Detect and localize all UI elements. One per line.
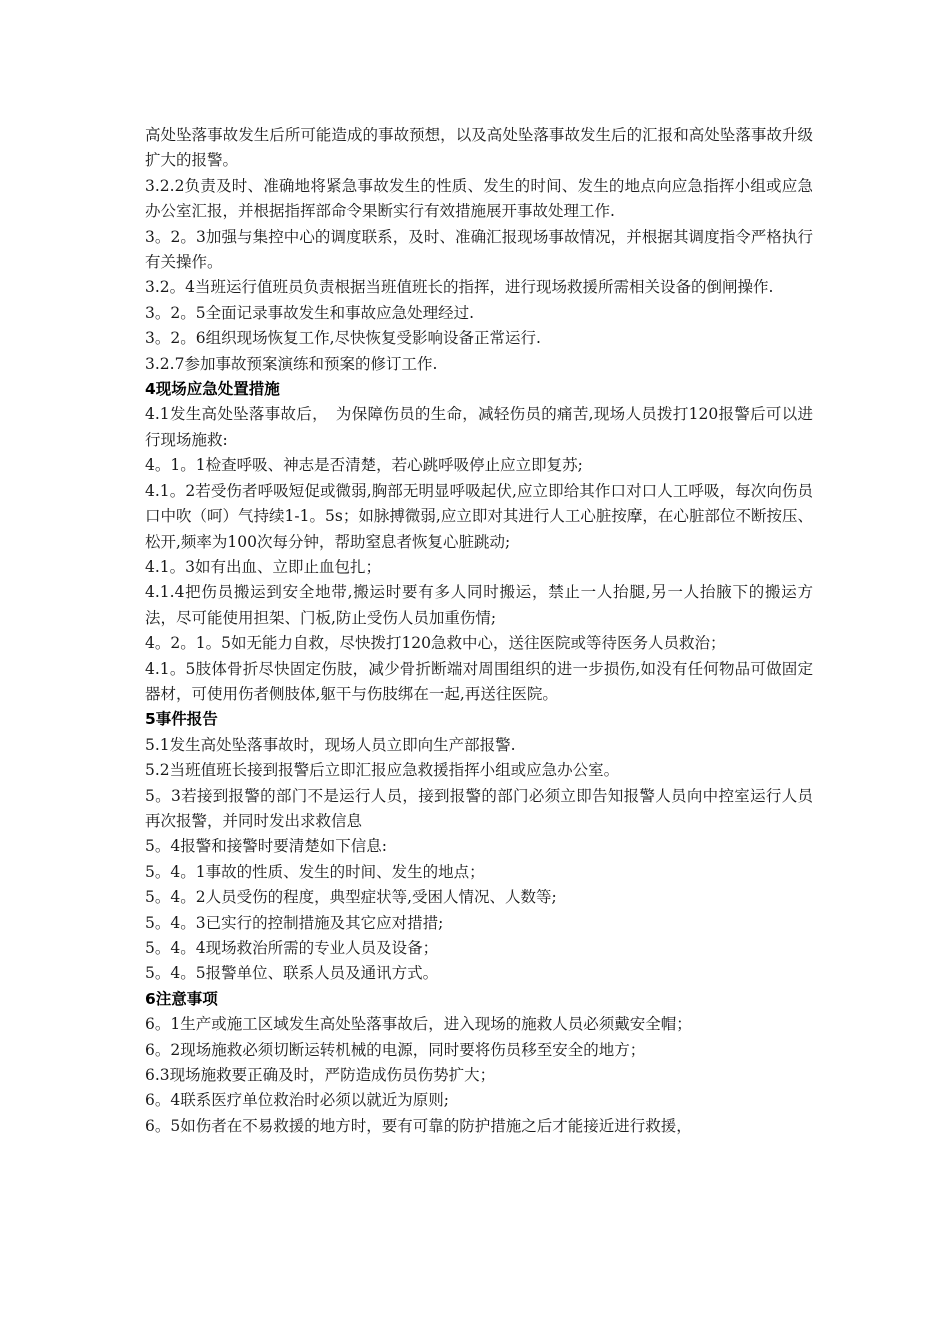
paragraph-3-2-7: 3.2.7参加事故预案演练和预案的修订工作. xyxy=(145,354,438,373)
paragraph-5-4-1: 5。4。1事故的性质、发生的时间、发生的地点； xyxy=(145,862,485,881)
paragraph-6-2: 6。2现场施救必须切断运转机械的电源，同时要将伤员移至安全的地方； xyxy=(145,1040,646,1059)
paragraph-5-3: 5。3若接到报警的部门不是运行人员，接到报警的部门必须立即告知报警人员向中控室运行人员再次报警，并同时发出求救信息 xyxy=(145,786,813,830)
paragraph-4-2-1-5: 4。2。1。5如无能力自救，尽快拨打120急救中心，送往医院或等待医务人员救治； xyxy=(145,634,726,653)
paragraph-3-2-5: 3。2。5全面记录事故发生和事故应急处理经过. xyxy=(145,303,475,322)
paragraph-5-4-2: 5。4。2人员受伤的程度，典型症状等,受困人情况、人数等; xyxy=(145,888,557,907)
paragraph-3-2-4: 3.2。4当班运行值班员负责根据当班值班长的指挥，进行现场救援所需相关设备的倒闸操作. xyxy=(145,278,774,297)
paragraph-5-1: 5.1发生高处坠落事故时，现场人员立即向生产部报警. xyxy=(145,735,516,754)
paragraph-3-2-2: 3.2.2负责及时、准确地将紧急事故发生的性质、发生的时间、发生的地点向应急指挥小组或应急办公室汇报，并根据指挥部命令果断实行有效措施展开事故处理工作. xyxy=(145,176,813,221)
section-heading-5: 5事件报告 xyxy=(145,710,218,729)
paragraph-4-1-2: 4.1。2若受伤者呼吸短促或微弱,胸部无明显呼吸起伏,应立即给其作口对口人工呼吸，每次向伤员口中吹（呵）气持续1-1。5s；如脉搏微弱,应立即对其进行人工心脏按摩，在心脏部位不断按压、松开,频率为100次每分钟，帮助窒息者恢复心脏跳动; xyxy=(145,481,813,551)
paragraph-4-1-4: 4.1.4把伤员搬运到安全地带,搬运时要有多人同时搬运，禁止一人抬腿,另一人抬腋下的搬运方法，尽可能使用担架、门板,防止受伤人员加重伤情; xyxy=(145,583,813,627)
paragraph-6-4: 6。4联系医疗单位救治时必须以就近为原则; xyxy=(145,1091,449,1110)
paragraph-5-4-5: 5。4。5报警单位、联系人员及通讯方式。 xyxy=(145,964,439,983)
paragraph-6-1: 6。1生产或施工区域发生高处坠落事故后，进入现场的施救人员必须戴安全帽； xyxy=(145,1015,692,1034)
paragraph-3-2-3: 3。2。3加强与集控中心的调度联系，及时、准确汇报现场事故情况，并根据其调度指令严格执行有关操作。 xyxy=(145,227,813,272)
document-page xyxy=(145,123,813,1139)
paragraph-4-1-5: 4.1。5肢体骨折尽快固定伤肢，减少骨折断端对周围组织的进一步损伤,如没有任何物品可做固定器材，可使用伤者侧肢体,躯干与伤肢绑在一起,再送往医院。 xyxy=(145,659,813,703)
paragraph-5-4-3: 5。4。3已实行的控制措施及其它应对措措; xyxy=(145,913,444,932)
paragraph-5-4: 5。4报警和接警时要清楚如下信息: xyxy=(145,837,387,856)
paragraph-5-2: 5.2当班值班长接到报警后立即汇报应急救援指挥小组或应急办公室。 xyxy=(145,761,620,780)
paragraph-3-2-6: 3。2。6组织现场恢复工作,尽快恢复受影响设备正常运行. xyxy=(145,329,541,348)
paragraph-4-1-1: 4。1。1检查呼吸、神志是否清楚，若心跳呼吸停止应立即复苏; xyxy=(145,456,583,475)
paragraph-4-1: 4.1发生高处坠落事故后， 为保障伤员的生命，减轻伤员的痛苦,现场人员拨打120报警后可以进行现场施救: xyxy=(145,405,813,449)
paragraph-4-1-3: 4.1。3如有出血、立即止血包扎； xyxy=(145,557,382,576)
paragraph-3-2-1-continued: 高处坠落事故发生后所可能造成的事故预想，以及高处坠落事故发生后的汇报和高处坠落事故升级扩大的报警。 xyxy=(145,126,813,170)
paragraph-5-4-4: 5。4。4现场救治所需的专业人员及设备； xyxy=(145,939,439,957)
section-heading-4: 4现场应急处置措施 xyxy=(145,380,280,399)
paragraph-6-5: 6。5如伤者在不易救援的地方时，要有可靠的防护措施之后才能接近进行救援， xyxy=(145,1116,692,1135)
section-heading-6: 6注意事项 xyxy=(145,989,218,1008)
paragraph-6-3: 6.3现场施救要正确及时，严防造成伤员伤势扩大； xyxy=(145,1066,496,1085)
